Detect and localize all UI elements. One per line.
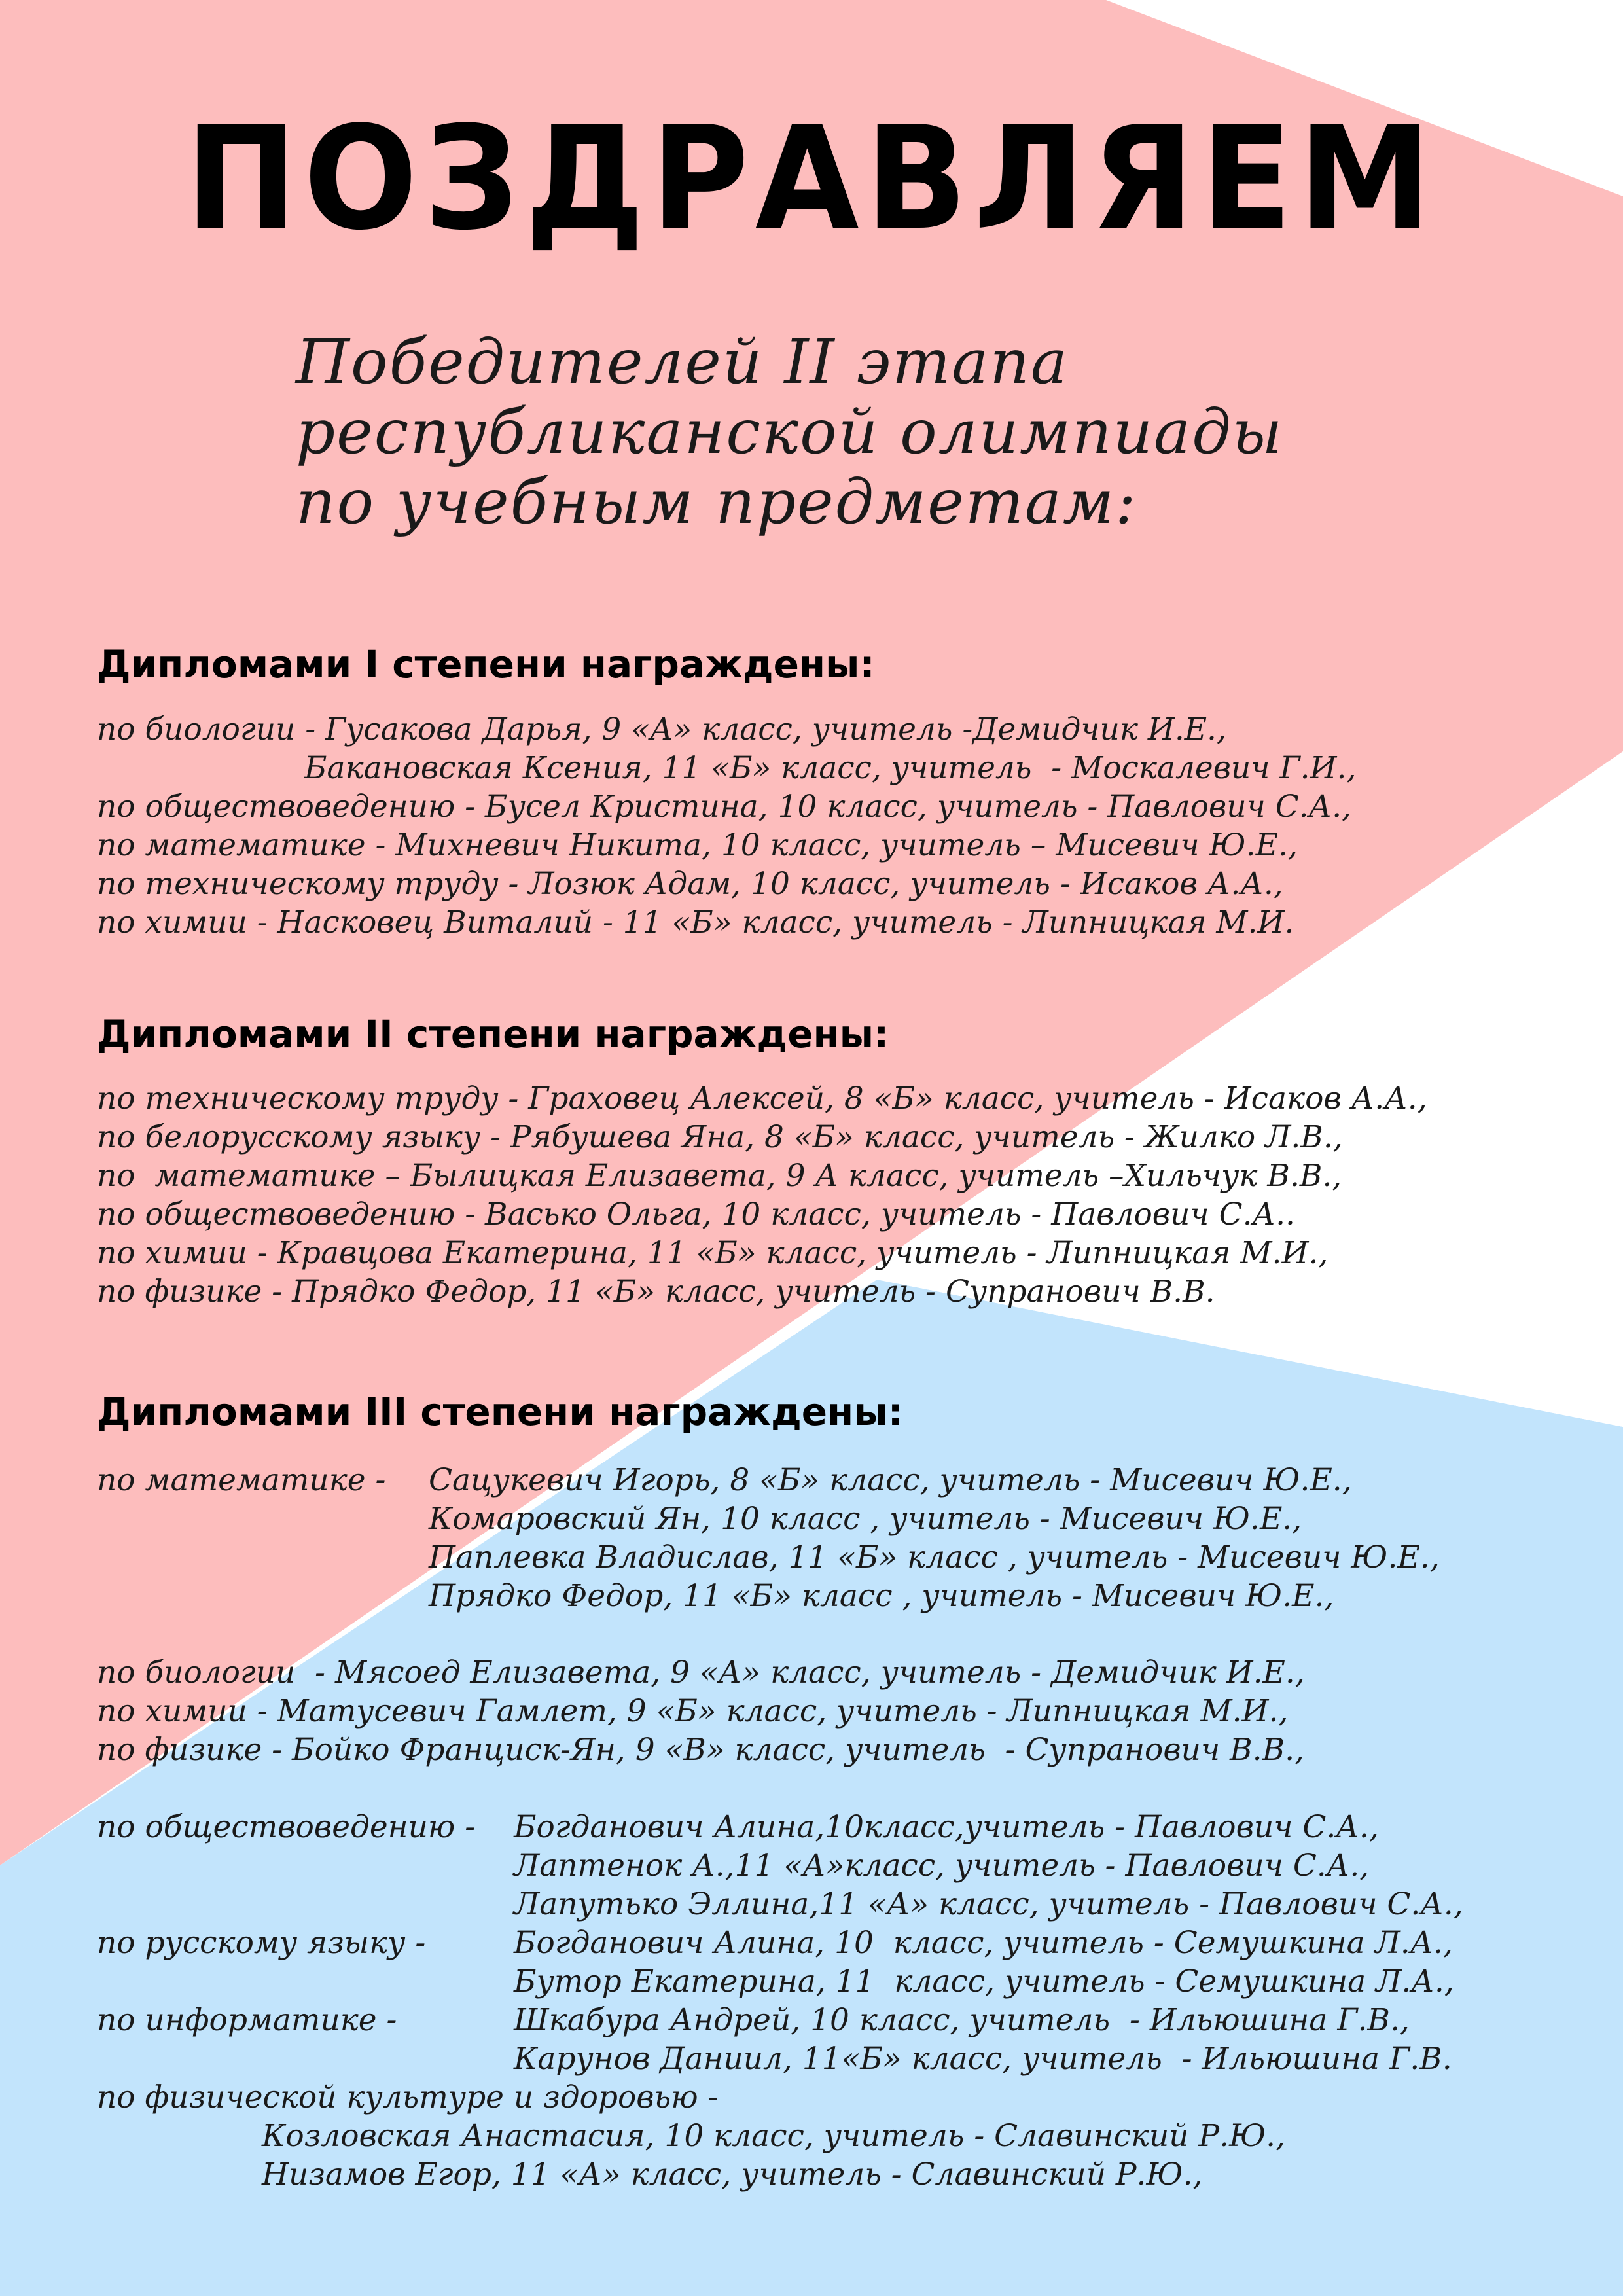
award-line: по обществоведению - Васько Ольга, 10 класс, учитель - Павлович С.А.. (97, 1196, 1295, 1232)
award-line: Комаровский Ян, 10 класс , учитель - Мисевич Ю.Е., (429, 1501, 1302, 1537)
award-line: по химии - Матусевич Гамлет, 9 «Б» класс, учитель - Липницкая М.И., (97, 1693, 1289, 1729)
subject-label: по информатике - (97, 2002, 397, 2038)
award-line: по математике - Михневич Никита, 10 класс, учитель – Мисевич Ю.Е., (97, 827, 1298, 863)
award-line: Низамов Егор, 11 «А» класс, учитель - Славинский Р.Ю., (262, 2157, 1203, 2193)
subtitle-line: республиканской олимпиады (296, 397, 1284, 468)
award-line: по физике - Бойко Франциск-Ян, 9 «В» класс, учитель - Супранович В.В., (97, 1732, 1305, 1768)
subtitle (296, 327, 1539, 537)
award-line: Лаптенок А.,11 «А»класс, учитель - Павлович С.А., (514, 1848, 1370, 1884)
award-line: по физике - Прядко Федор, 11 «Б» класс, учитель - Супранович В.В. (97, 1274, 1215, 1310)
award-line: Богданович Алина,10класс,учитель - Павлович С.А., (514, 1809, 1379, 1845)
award-line: Сацукевич Игорь, 8 «Б» класс, учитель - Мисевич Ю.Е., (429, 1462, 1352, 1498)
subject-label: по математике - (97, 1462, 386, 1498)
section-heading-3: Дипломами III степени награждены: (97, 1390, 903, 1434)
award-line: по обществоведению - Бусел Кристина, 10 класс, учитель - Павлович С.А., (97, 789, 1352, 825)
award-line: по техническому труду - Граховец Алексей, 8 «Б» класс, учитель - Исаков А.А., (97, 1081, 1427, 1117)
award-line: Карунов Даниил, 11«Б» класс, учитель - Ильюшина Г.В. (514, 2041, 1452, 2077)
award-line: Шкабура Андрей, 10 класс, учитель - Ильюшина Г.В., (514, 2002, 1410, 2038)
award-line: Козловская Анастасия, 10 класс, учитель - Славинский Р.Ю., (262, 2118, 1286, 2154)
award-line: по химии - Кравцова Екатерина, 11 «Б» класс, учитель - Липницкая М.И., (97, 1235, 1329, 1271)
award-line: Бутор Екатерина, 11 класс, учитель - Семушкина Л.А., (514, 1964, 1454, 2000)
subject-label: по физической культуре и здоровью - (97, 2079, 719, 2115)
award-line: Богданович Алина, 10 класс, учитель - Семушкина Л.А., (514, 1925, 1454, 1961)
award-line: Лапутько Эллина,11 «А» класс, учитель - Павлович С.А., (514, 1886, 1463, 1922)
subject-label: по русскому языку - (97, 1925, 426, 1961)
subtitle-line: Победителей II этапа (296, 327, 1069, 398)
section-heading-2: Дипломами II степени награждены: (97, 1012, 889, 1056)
subtitle-line: по учебным предметам: (296, 467, 1137, 538)
award-line: по биологии - Гусакова Дарья, 9 «А» класс, учитель -Демидчик И.Е., (97, 711, 1226, 747)
page-title: ПОЗДРАВЛЯЕМ (185, 96, 1438, 262)
award-line: по белорусскому языку - Рябушева Яна, 8 «Б» класс, учитель - Жилко Л.В., (97, 1119, 1343, 1155)
award-line: по математике – Былицкая Елизавета, 9 А класс, учитель –Хильчук В.В., (97, 1158, 1342, 1194)
award-line: Паплевка Владислав, 11 «Б» класс , учитель - Мисевич Ю.Е., (429, 1539, 1440, 1575)
section-heading-1: Дипломами I степени награждены: (97, 642, 875, 687)
award-line: по техническому труду - Лозюк Адам, 10 класс, учитель - Исаков А.А., (97, 866, 1283, 902)
award-line: Прядко Федор, 11 «Б» класс , учитель - Мисевич Ю.Е., (429, 1578, 1334, 1614)
award-line: по биологии - Мясоед Елизавета, 9 «А» класс, учитель - Демидчик И.Е., (97, 1655, 1305, 1691)
award-line: по химии - Насковец Виталий - 11 «Б» класс, учитель - Липницкая М.И. (97, 905, 1294, 941)
award-line: Бакановская Ксения, 11 «Б» класс, учитель - Москалевич Г.И., (304, 750, 1357, 786)
subject-label: по обществоведению - (97, 1809, 476, 1845)
